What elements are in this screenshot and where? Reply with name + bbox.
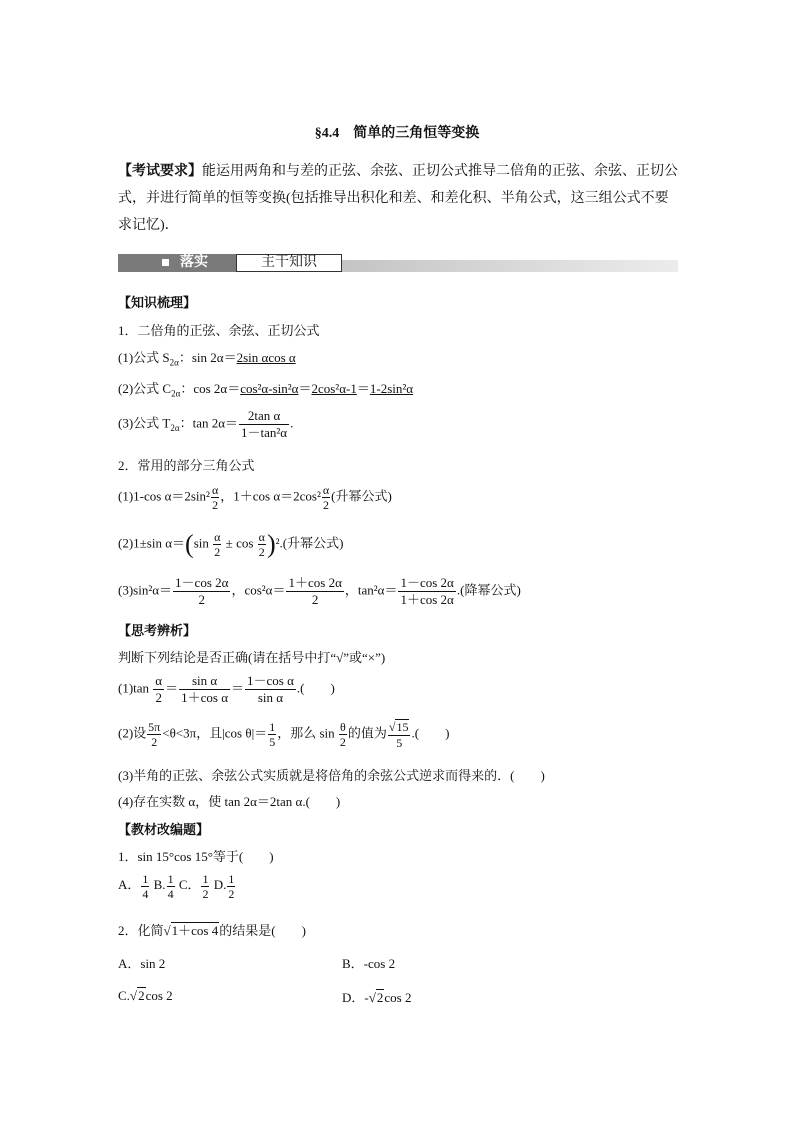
banner-gradient-bar <box>342 260 678 272</box>
formula-f1 <box>118 483 392 512</box>
p2-stem-prefix: 2．化简 <box>118 923 164 938</box>
q2-frac-1-num: 1 <box>269 720 276 734</box>
banner-dark-block <box>118 254 236 272</box>
f1-half-1-num: α <box>211 483 219 497</box>
q2-frac-1 <box>268 720 276 749</box>
f3-frac-1-den: 2 <box>198 592 205 607</box>
formula-s2a <box>118 347 296 368</box>
option-a[interactable] <box>118 872 150 901</box>
thinking-q4: (4)存在实数 α，使 tan 2α＝2tan α.( ) <box>118 794 341 809</box>
exam-requirement <box>118 158 680 239</box>
option-b-label: B. <box>153 877 166 893</box>
f2-half-2 <box>258 530 266 559</box>
f2-sin: sin <box>193 535 209 551</box>
q2-part-c: ，那么 sin <box>277 725 338 741</box>
thinking-q2 <box>118 719 449 750</box>
f3-frac-3-num: 1－cos 2α <box>400 575 454 590</box>
f2-part-c: .(升幂公式) <box>279 535 344 551</box>
problem-1-stem: 1．sin 15°cos 15°等于( ) <box>118 849 274 864</box>
option-a-frac <box>141 872 149 901</box>
p2-option-b[interactable]: B．-cos 2 <box>342 956 396 971</box>
t2a-denominator: 1－tan²α <box>241 425 288 440</box>
p2-option-d-label: D．- <box>342 990 369 1005</box>
s2a-prefix: (1)公式 S <box>118 350 170 365</box>
option-c-frac <box>201 872 209 901</box>
q1-frac-1-den: 1＋cos α <box>181 690 229 705</box>
f3-part-e: .(降幂公式) <box>456 582 521 598</box>
q2-frac-2-num: θ <box>340 720 346 734</box>
option-d-num: 1 <box>228 872 235 886</box>
f3-part-a: (3)sin²α＝ <box>118 582 173 598</box>
f2-half-1-den: 2 <box>214 545 221 559</box>
option-b-den: 4 <box>167 887 174 901</box>
f1-half-2 <box>322 483 330 512</box>
q1-frac-0-num: α <box>155 673 163 688</box>
q1-frac-2-den: sin α <box>257 690 284 705</box>
option-b[interactable] <box>153 872 176 901</box>
banner-box <box>236 254 342 272</box>
option-b-num: 1 <box>167 872 174 886</box>
f1-half-1-den: 2 <box>212 498 219 512</box>
knowledge-item2-title: 2．常用的部分三角公式 <box>118 458 255 473</box>
q2-frac-2-den: 2 <box>339 735 346 749</box>
c2a-eq-2: ＝ <box>356 381 370 396</box>
q2-prefix: (2)设 <box>118 725 147 741</box>
option-c-label: C． <box>178 877 201 893</box>
q1-eq-2: ＝ <box>231 680 245 696</box>
f1-part-a: (1)1-cos α＝2sin² <box>118 488 210 504</box>
f1-part-c: (升幂公式) <box>331 488 392 504</box>
option-c-den: 2 <box>202 887 209 901</box>
c2a-mid: ：cos 2α＝ <box>180 381 241 396</box>
option-c[interactable] <box>178 872 211 901</box>
p2-option-c-radicand: 2 <box>138 988 145 1003</box>
square-bullet-icon <box>162 259 169 266</box>
q1-frac-2 <box>245 673 296 706</box>
s2a-answer: 2sin αcos α <box>236 350 296 365</box>
c2a-sub: 2α <box>171 388 181 399</box>
f2-half-1 <box>213 530 221 559</box>
q2-frac-0-num: 5π <box>148 720 161 734</box>
banner-right-label: 主干知识 <box>261 255 317 270</box>
option-a-label: A． <box>118 877 141 893</box>
thinking-q3: (3)半角的正弦、余弦公式实质就是将倍角的余弦公式逆求而得来的．( ) <box>118 768 545 783</box>
option-d[interactable] <box>213 872 237 901</box>
f1-half-2-den: 2 <box>323 498 330 512</box>
q2-part-b: <θ<3π，且|cos θ|＝ <box>162 725 268 741</box>
p2-option-d[interactable]: D．-√2cos 2 <box>342 990 412 1005</box>
q2-frac-3-num: √15 <box>388 720 409 734</box>
q1-frac-1-num: sin α <box>179 673 230 690</box>
q1-prefix: (1)tan <box>118 680 153 696</box>
option-b-frac <box>167 872 175 901</box>
f2-half-2-num: α <box>258 530 265 544</box>
banner-left-label: 落实 <box>180 255 208 270</box>
problem-2-stem: 2．化简√1＋cos 4的结果是( ) <box>118 923 306 938</box>
f2-plusminus: ± <box>225 535 233 551</box>
p2-option-c-tail: cos 2 <box>145 988 173 1003</box>
option-d-den: 2 <box>228 887 235 901</box>
f1-half-1 <box>211 483 219 512</box>
textbook-header: 【教材改编题】 <box>118 822 210 837</box>
f2-cos: cos <box>236 535 254 551</box>
p2-stem-suffix: 的结果是( ) <box>219 923 306 938</box>
f3-frac-2-den: 2 <box>311 592 319 607</box>
knowledge-header: 【知识梳理】 <box>118 295 197 310</box>
t2a-mid: ：tan 2α＝ <box>179 415 239 431</box>
formula-f2 <box>118 530 343 559</box>
q2-frac-0-den: 2 <box>151 735 158 749</box>
f3-frac-3 <box>398 575 455 608</box>
f2-part-a: (2)1±sin α＝ <box>118 535 186 551</box>
f3-part-b: ，cos²α＝ <box>231 582 286 598</box>
formula-f3 <box>118 575 521 608</box>
s2a-sub: 2α <box>169 357 179 368</box>
f3-frac-2 <box>286 575 343 608</box>
section-banner <box>118 254 678 272</box>
option-c-num: 1 <box>202 872 209 886</box>
q2-answer-bracket[interactable]: .( ) <box>411 725 450 741</box>
q2-frac-3 <box>388 719 411 750</box>
c2a-answer-2: 2cos²α-1 <box>311 381 357 396</box>
q2-frac-0 <box>147 720 161 749</box>
t2a-numerator: 2tan α <box>239 408 289 425</box>
c2a-eq-1: ＝ <box>298 381 312 396</box>
p2-option-c[interactable]: C.√2cos 2 <box>118 988 173 1003</box>
requirement-label: 【考试要求】 <box>118 164 202 179</box>
f3-frac-3-den: 1＋cos 2α <box>400 592 454 607</box>
option-a-den: 4 <box>142 887 149 901</box>
c2a-answer-3: 1-2sin²α <box>369 381 414 396</box>
t2a-end: . <box>290 415 294 431</box>
q1-frac-0-den: 2 <box>155 690 162 705</box>
c2a-prefix: (2)公式 C <box>118 381 172 396</box>
f1-half-2-num: α <box>322 483 330 497</box>
s2a-mid: ：sin 2α＝ <box>178 350 237 365</box>
f2-square: ² <box>275 535 280 551</box>
requirement-text: 能运用两角和与差的正弦、余弦、正切公式推导二倍角的正弦、余弦、正切公式，并进行简单的恒等变换(包括推导出积化和差、和差化积、半角公式，这三组公式不要求记忆)． <box>118 164 678 233</box>
f3-part-c: ，tan²α＝ <box>344 582 398 598</box>
p2-option-d-tail: cos 2 <box>384 990 412 1005</box>
q2-frac-2 <box>339 720 347 749</box>
c2a-answer-1: cos²α-sin²α <box>240 381 299 396</box>
sqrt-radicand: 15 <box>396 720 409 734</box>
problem-1-options <box>118 872 236 901</box>
f2-half-1-num: α <box>214 530 221 544</box>
f2-left-paren: ( <box>185 529 194 559</box>
thinking-intro: 判断下列结论是否正确(请在括号中打“√”或“×”) <box>118 650 386 665</box>
q1-frac-2-num: 1－cos α <box>247 673 294 688</box>
formula-t2a <box>118 408 293 441</box>
f1-part-b: ，1＋cos α＝2cos² <box>220 488 321 504</box>
knowledge-item1-title: 1．二倍角的正弦、余弦、正切公式 <box>118 323 320 338</box>
q1-answer-bracket[interactable]: .( ) <box>296 680 335 696</box>
p2-option-d-radicand: 2 <box>376 990 384 1005</box>
f3-frac-1 <box>173 575 230 608</box>
option-d-frac <box>227 872 235 901</box>
thinking-q1 <box>118 673 335 706</box>
q1-eq-1: ＝ <box>165 680 179 696</box>
thinking-header: 【思考辨析】 <box>118 623 197 638</box>
p2-radicand: 1＋cos 4 <box>171 923 219 938</box>
t2a-prefix: (3)公式 T <box>118 415 171 431</box>
page-title: §4.4 简单的三角恒等变换 <box>314 126 480 141</box>
f3-frac-1-num: 1－cos 2α <box>175 575 229 590</box>
f2-right-paren: ) <box>266 529 276 559</box>
formula-c2a <box>118 378 413 399</box>
f2-half-2-den: 2 <box>258 545 265 559</box>
p2-option-c-label: C. <box>118 988 130 1003</box>
option-a-num: 1 <box>142 872 149 886</box>
q2-frac-1-den: 5 <box>269 735 276 749</box>
q1-frac-1 <box>179 673 230 706</box>
option-d-label: D. <box>213 877 227 893</box>
q2-frac-3-den: 5 <box>396 736 403 750</box>
f3-frac-2-num: 1＋cos 2α <box>288 575 342 590</box>
t2a-sub: 2α <box>170 423 180 434</box>
t2a-fraction <box>239 408 289 441</box>
q1-frac-0 <box>153 673 164 706</box>
p2-option-a[interactable]: A．sin 2 <box>118 956 166 971</box>
q2-part-d: 的值为 <box>347 725 387 741</box>
